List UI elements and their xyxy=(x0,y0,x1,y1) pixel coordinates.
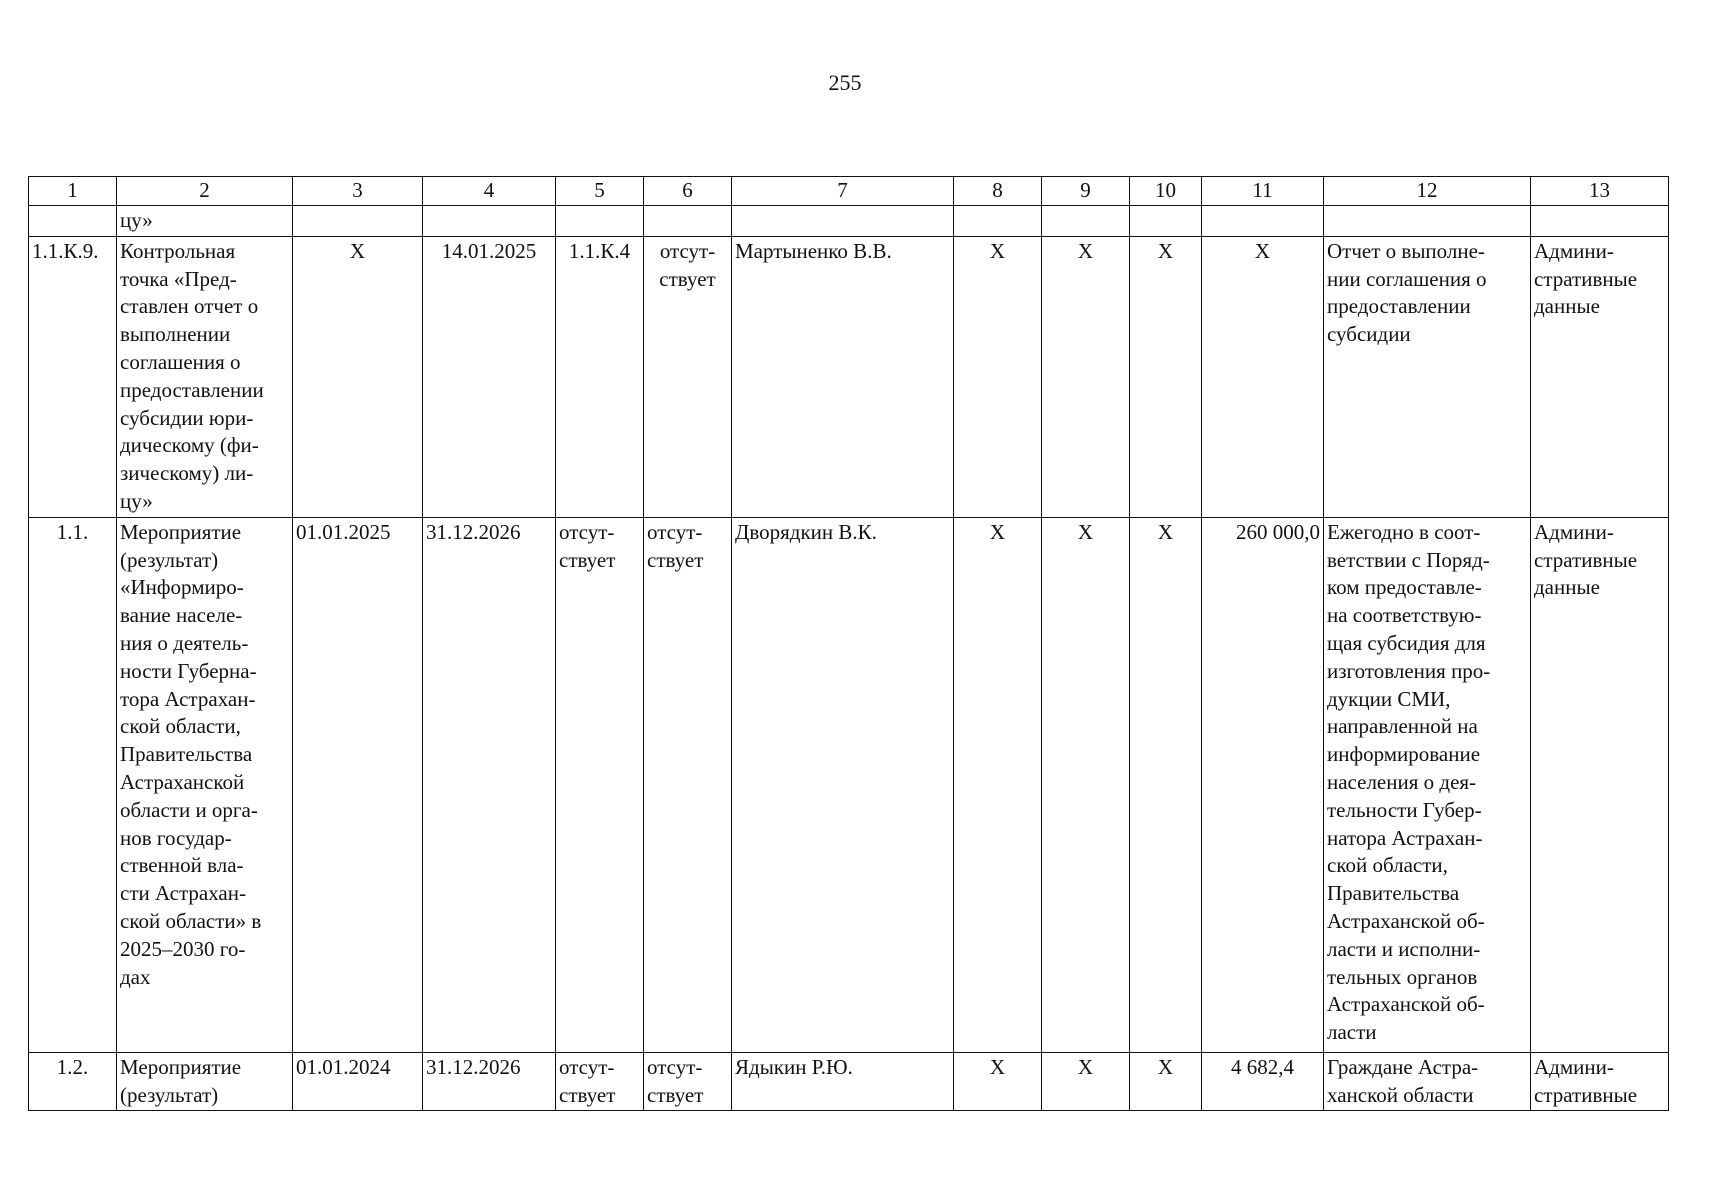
responsible: Ядыкин Р.Ю. xyxy=(732,1052,954,1111)
start-date: 01.01.2025 xyxy=(293,517,423,1052)
table-row xyxy=(29,236,1669,517)
col-8: X xyxy=(954,236,1042,517)
header-row xyxy=(29,177,1669,206)
header-cell: 6 xyxy=(644,177,732,206)
data-source: Админи- стративные данные xyxy=(1531,517,1669,1052)
header-cell: 2 xyxy=(117,177,293,206)
col-10: X xyxy=(1130,1052,1202,1111)
row-name: Контрольная точка «Пред- ставлен отчет о выполнении соглашения о предоставлении субсидии юри- дическому (фи- зическому) ли- цу» xyxy=(117,236,293,517)
page-number: 255 xyxy=(828,70,862,95)
row-name: Мероприятие (результат) xyxy=(117,1052,293,1111)
col-10: X xyxy=(1130,236,1202,517)
cell xyxy=(1531,205,1669,236)
result-description: Отчет о выполне- нии соглашения о предоставлении субсидии xyxy=(1324,236,1531,517)
col-9: X xyxy=(1042,236,1130,517)
successor: отсут- ствует xyxy=(644,517,732,1052)
cell: цу» xyxy=(117,205,293,236)
header-cell: 8 xyxy=(954,177,1042,206)
predecessor: отсут- ствует xyxy=(556,1052,644,1111)
continuation-row xyxy=(29,205,1669,236)
start-date: X xyxy=(293,236,423,517)
successor: отсут- ствует xyxy=(644,236,732,517)
data-table xyxy=(28,176,1669,1111)
cell xyxy=(29,205,117,236)
cell xyxy=(1130,205,1202,236)
col-9: X xyxy=(1042,1052,1130,1111)
header-cell: 7 xyxy=(732,177,954,206)
successor: отсут- ствует xyxy=(644,1052,732,1111)
cell xyxy=(556,205,644,236)
amount: X xyxy=(1202,236,1324,517)
cell xyxy=(1202,205,1324,236)
col-8: X xyxy=(954,517,1042,1052)
cell xyxy=(1324,205,1531,236)
amount: 4 682,4 xyxy=(1202,1052,1324,1111)
data-source: Админи- стративные данные xyxy=(1531,236,1669,517)
end-date: 31.12.2026 xyxy=(423,517,556,1052)
cell xyxy=(293,205,423,236)
header-cell: 9 xyxy=(1042,177,1130,206)
col-10: X xyxy=(1130,517,1202,1052)
responsible: Мартыненко В.В. xyxy=(732,236,954,517)
header-cell: 13 xyxy=(1531,177,1669,206)
predecessor: отсут- ствует xyxy=(556,517,644,1052)
end-date: 14.01.2025 xyxy=(423,236,556,517)
row-number: 1.2. xyxy=(29,1052,117,1111)
start-date: 01.01.2024 xyxy=(293,1052,423,1111)
header-cell: 1 xyxy=(29,177,117,206)
header-cell: 3 xyxy=(293,177,423,206)
cell xyxy=(1042,205,1130,236)
row-number: 1.1.К.9. xyxy=(29,236,117,517)
cell xyxy=(644,205,732,236)
header-cell: 10 xyxy=(1130,177,1202,206)
table-row xyxy=(29,1052,1669,1111)
predecessor: 1.1.К.4 xyxy=(556,236,644,517)
amount: 260 000,0 xyxy=(1202,517,1324,1052)
header-cell: 5 xyxy=(556,177,644,206)
row-name: Мероприятие (результат) «Информиро- вание населе- ния о деятель- ности Губерна- тора Астрахан- ской области, Правительства Астраханской области и орга- нов государ- ственной вла- сти Астрахан- ской области» в 2025–2030 го- дах xyxy=(117,517,293,1052)
data-source: Админи- стративные xyxy=(1531,1052,1669,1111)
col-8: X xyxy=(954,1052,1042,1111)
table-row xyxy=(29,517,1669,1052)
header-cell: 12 xyxy=(1324,177,1531,206)
cell xyxy=(954,205,1042,236)
result-description: Ежегодно в соот- ветствии с Поряд- ком предоставле- на соответствую- щая субсидия для изготовления про- дукции СМИ, направленной на информирование населения о дея- тельности Губер- натора Астрахан- ской области, Правительства Астраханской об- ласти и исполни- тельных органов Астраханской об- ласти xyxy=(1324,517,1531,1052)
cell xyxy=(732,205,954,236)
cell xyxy=(423,205,556,236)
row-number: 1.1. xyxy=(29,517,117,1052)
header-cell: 11 xyxy=(1202,177,1324,206)
responsible: Дворядкин В.К. xyxy=(732,517,954,1052)
header-cell: 4 xyxy=(423,177,556,206)
end-date: 31.12.2026 xyxy=(423,1052,556,1111)
result-description: Граждане Астра- ханской области xyxy=(1324,1052,1531,1111)
col-9: X xyxy=(1042,517,1130,1052)
